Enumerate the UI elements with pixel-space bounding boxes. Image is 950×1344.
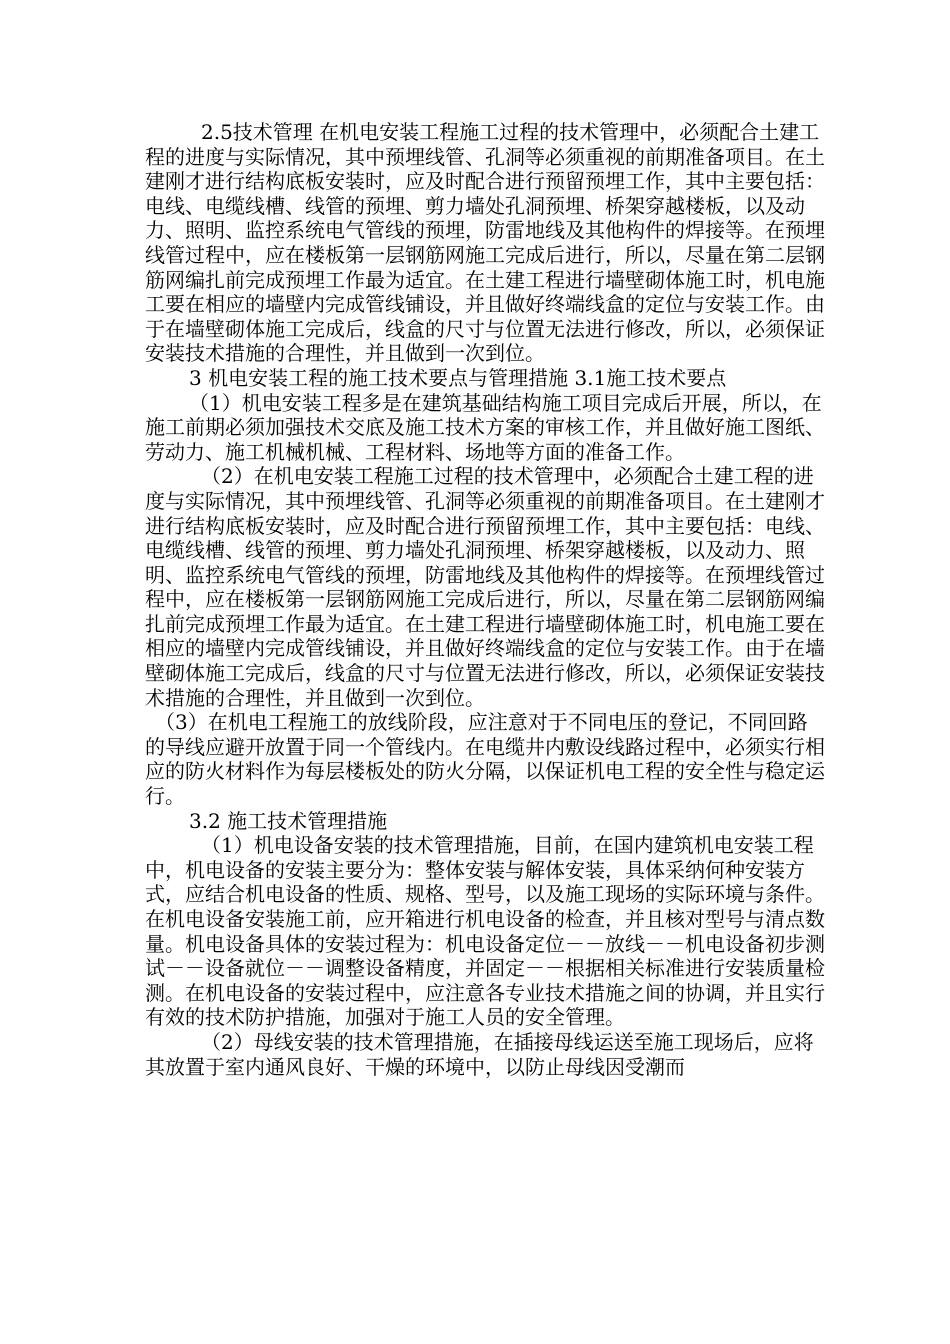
paragraph-point-2: （2）在机电安装工程施工过程的技术管理中，必须配合土建工程的进度与实际情况，其中预埋线管、孔洞等必须重视的前期准备项目。在土建刚才进行结构底板安装时，应及时配合进行预留预埋工作，其中主要包括：电线、电缆线槽、线管的预埋、剪力墙处孔洞预埋、桥架穿越楼板，以及动力、照明、监控系统电气管线的预埋，防雷地线及其他构件的焊接等。在预埋线管过程中，应在楼板第一层钢筋网施工完成后进行，所以，尽量在第二层钢筋网编扎前完成预埋工作最为适宜。在土建工程进行墙壁砌体施工时，机电施工要在相应的墙壁内完成管线铺设，并且做好终端线盒的定位与安装工作。由于在墙壁砌体施工完成后，线盒的尺寸与位置无法进行修改，所以，必须保证安装技术措施的合理性，并且做到一次到位。: [145, 464, 825, 710]
paragraph-technical-management: 2.5技术管理 在机电安装工程施工过程的技术管理中，必须配合土建工程的进度与实际情况，其中预埋线管、孔洞等必须重视的前期准备项目。在土建刚才进行结构底板安装时，应及时配合进行预留预埋工作，其中主要包括：电线、电缆线槽、线管的预埋、剪力墙处孔洞预埋、桥架穿越楼板，以及动力、照明、监控系统电气管线的预埋，防雷地线及其他构件的焊接等。在预埋线管过程中，应在楼板第一层钢筋网施工完成后进行，所以，尽量在第二层钢筋网编扎前完成预埋工作最为适宜。在土建工程进行墙壁砌体施工时，机电施工要在相应的墙壁内完成管线铺设，并且做好终端线盒的定位与安装工作。由于在墙壁砌体施工完成后，线盒的尺寸与位置无法进行修改，所以，必须保证安装技术措施的合理性，并且做到一次到位。: [145, 120, 825, 366]
paragraph-point-1: （1）机电安装工程多是在建筑基础结构施工项目完成后开展，所以，在施工前期必须加强技术交底及施工技术方案的审核工作，并且做好施工图纸、劳动力、施工机械机械、工程材料、场地等方面的准备工作。: [145, 390, 825, 464]
paragraph-busbar-installation: （2）母线安装的技术管理措施，在插接母线运送至施工现场后，应将其放置于室内通风良好、干燥的环境中，以防止母线因受潮而: [145, 1029, 814, 1079]
section-heading-3: 3 机电安装工程的施工技术要点与管理措施 3.1施工技术要点: [189, 365, 727, 390]
section-heading-3-2: 3.2 施工技术管理措施: [189, 808, 388, 833]
document-body: [145, 120, 825, 1079]
paragraph-equipment-installation: （1）机电设备安装的技术管理措施，目前，在国内建筑机电安装工程中，机电设备的安装主要分为：整体安装与解体安装，具体采纳何种安装方式，应结合机电设备的性质、规格、型号，以及施工现场的实际环境与条件。在机电设备安装施工前，应开箱进行机电设备的检查，并且核对型号与清点数量。机电设备具体的安装过程为：机电设备定位－－放线－－机电设备初步测试－－设备就位－－调整设备精度，并固定－－根据相关标准进行安装质量检测。在机电设备的安装过程中，应注意各专业技术措施之间的协调，并且实行有效的技术防护措施，加强对于施工人员的安全管理。: [145, 833, 825, 1030]
paragraph-point-3: （3）在机电工程施工的放线阶段，应注意对于不同电压的登记，不同回路的导线应避开放置于同一个管线内。在电缆井内敷设线路过程中，必须实行相应的防火材料作为每层楼板处的防火分隔，以保证机电工程的安全性与稳定运行。: [145, 710, 825, 809]
